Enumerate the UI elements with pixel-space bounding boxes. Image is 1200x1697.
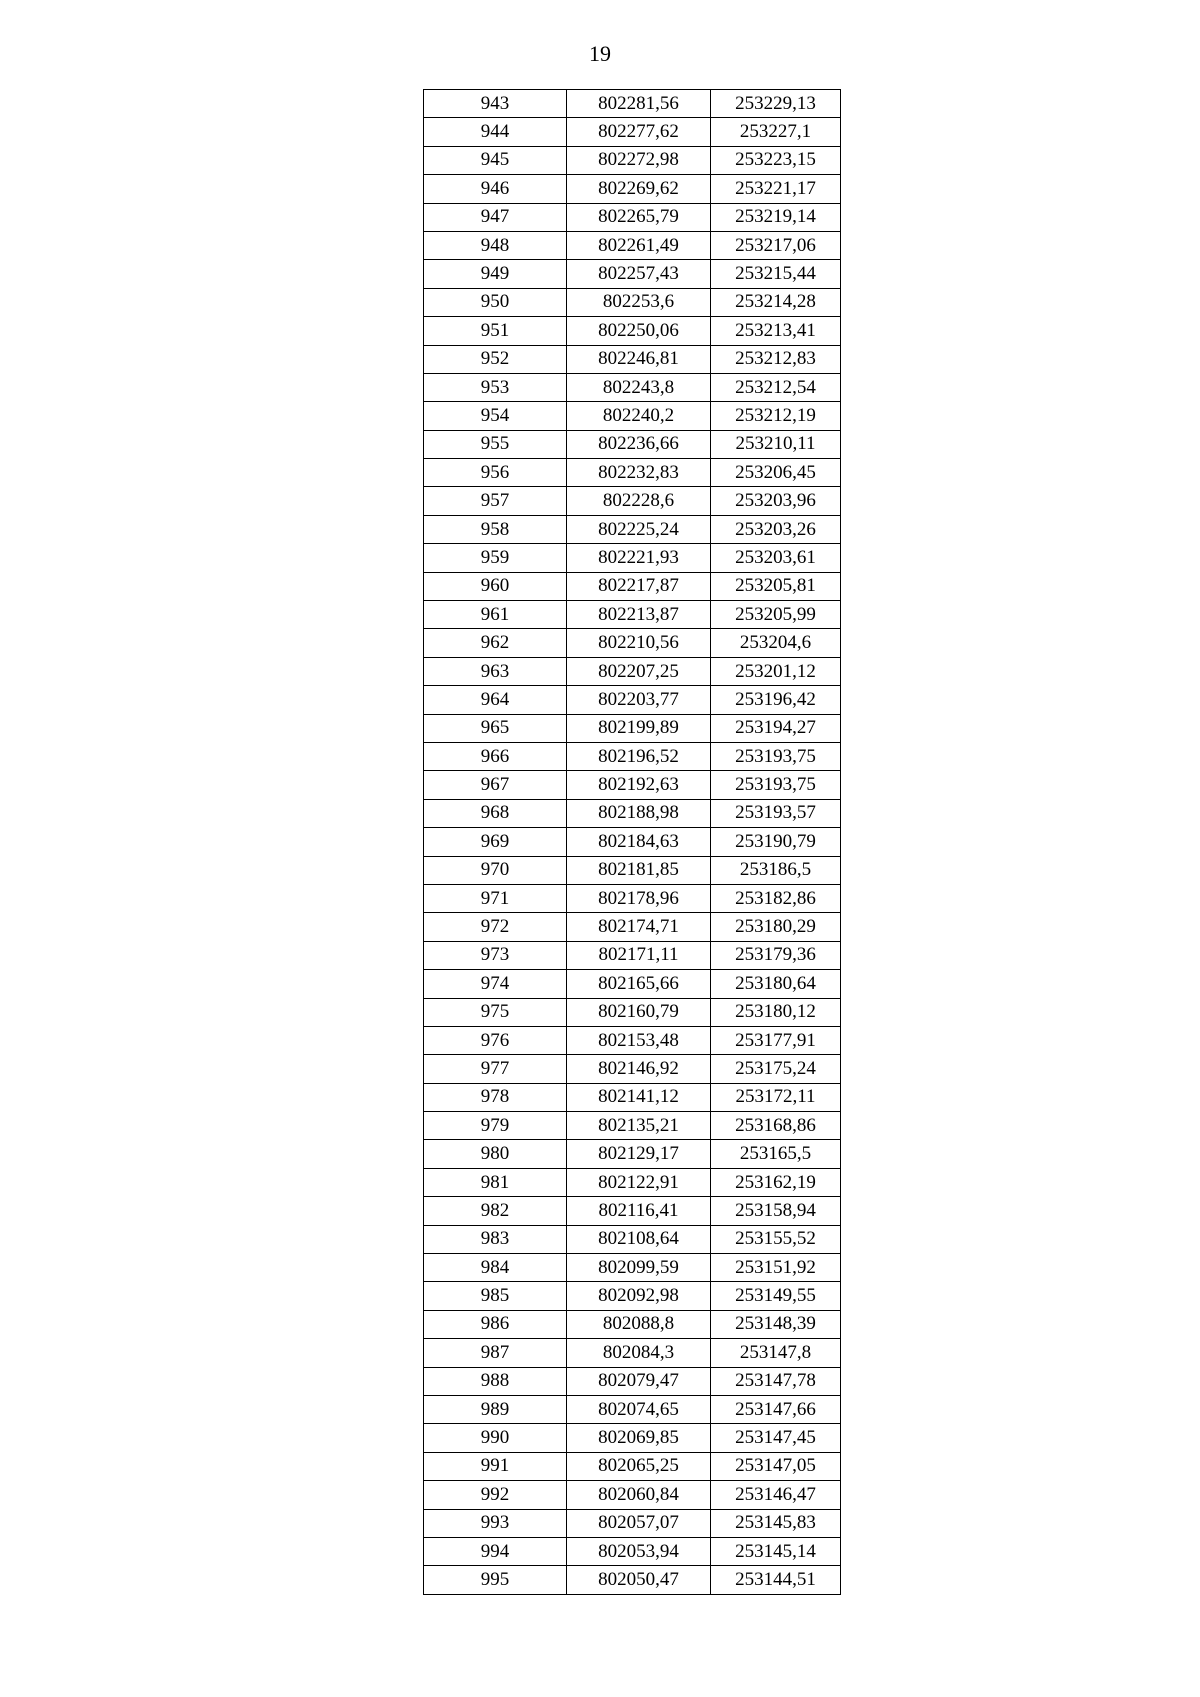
y-coordinate-cell: 253206,45 <box>711 459 841 487</box>
point-number-cell: 964 <box>424 686 567 714</box>
y-coordinate-cell: 253147,78 <box>711 1367 841 1395</box>
point-number-cell: 959 <box>424 544 567 572</box>
x-coordinate-cell: 802060,84 <box>567 1481 711 1509</box>
point-number-cell: 950 <box>424 288 567 316</box>
table-row <box>424 175 841 203</box>
y-coordinate-cell: 253155,52 <box>711 1225 841 1253</box>
point-number-cell: 985 <box>424 1282 567 1310</box>
y-coordinate-cell: 253229,13 <box>711 90 841 118</box>
x-coordinate-cell: 802053,94 <box>567 1537 711 1565</box>
x-coordinate-cell: 802108,64 <box>567 1225 711 1253</box>
y-coordinate-cell: 253144,51 <box>711 1566 841 1594</box>
point-number-cell: 943 <box>424 90 567 118</box>
y-coordinate-cell: 253204,6 <box>711 629 841 657</box>
table-row <box>424 430 841 458</box>
point-number-cell: 953 <box>424 373 567 401</box>
page-number: 19 <box>589 41 611 66</box>
x-coordinate-cell: 802088,8 <box>567 1310 711 1338</box>
table-row <box>424 998 841 1026</box>
x-coordinate-cell: 802141,12 <box>567 1083 711 1111</box>
y-coordinate-cell: 253201,12 <box>711 657 841 685</box>
table-row <box>424 1310 841 1338</box>
x-coordinate-cell: 802181,85 <box>567 856 711 884</box>
x-coordinate-cell: 802257,43 <box>567 260 711 288</box>
x-coordinate-cell: 802207,25 <box>567 657 711 685</box>
y-coordinate-cell: 253193,57 <box>711 799 841 827</box>
table-row <box>424 657 841 685</box>
y-coordinate-cell: 253165,5 <box>711 1140 841 1168</box>
y-coordinate-cell: 253227,1 <box>711 118 841 146</box>
y-coordinate-cell: 253158,94 <box>711 1197 841 1225</box>
table-row <box>424 1339 841 1367</box>
y-coordinate-cell: 253194,27 <box>711 714 841 742</box>
table-row <box>424 1424 841 1452</box>
y-coordinate-cell: 253145,14 <box>711 1537 841 1565</box>
point-number-cell: 969 <box>424 828 567 856</box>
table-row <box>424 487 841 515</box>
table-row <box>424 601 841 629</box>
point-number-cell: 992 <box>424 1481 567 1509</box>
y-coordinate-cell: 253219,14 <box>711 203 841 231</box>
point-number-cell: 989 <box>424 1395 567 1423</box>
x-coordinate-cell: 802178,96 <box>567 884 711 912</box>
table-row <box>424 771 841 799</box>
table-row <box>424 856 841 884</box>
x-coordinate-cell: 802246,81 <box>567 345 711 373</box>
x-coordinate-cell: 802153,48 <box>567 1026 711 1054</box>
x-coordinate-cell: 802069,85 <box>567 1424 711 1452</box>
table-row <box>424 118 841 146</box>
x-coordinate-cell: 802099,59 <box>567 1254 711 1282</box>
point-number-cell: 977 <box>424 1055 567 1083</box>
y-coordinate-cell: 253205,81 <box>711 572 841 600</box>
table-row <box>424 1140 841 1168</box>
table-row <box>424 1537 841 1565</box>
x-coordinate-cell: 802084,3 <box>567 1339 711 1367</box>
point-number-cell: 973 <box>424 941 567 969</box>
point-number-cell: 995 <box>424 1566 567 1594</box>
point-number-cell: 945 <box>424 146 567 174</box>
table-row <box>424 970 841 998</box>
point-number-cell: 961 <box>424 601 567 629</box>
x-coordinate-cell: 802210,56 <box>567 629 711 657</box>
y-coordinate-cell: 253190,79 <box>711 828 841 856</box>
y-coordinate-cell: 253148,39 <box>711 1310 841 1338</box>
point-number-cell: 980 <box>424 1140 567 1168</box>
table-row <box>424 317 841 345</box>
table-row <box>424 1055 841 1083</box>
x-coordinate-cell: 802160,79 <box>567 998 711 1026</box>
point-number-cell: 978 <box>424 1083 567 1111</box>
y-coordinate-cell: 253214,28 <box>711 288 841 316</box>
table-row <box>424 1254 841 1282</box>
point-number-cell: 947 <box>424 203 567 231</box>
x-coordinate-cell: 802228,6 <box>567 487 711 515</box>
table-row <box>424 146 841 174</box>
y-coordinate-cell: 253210,11 <box>711 430 841 458</box>
table-row <box>424 203 841 231</box>
x-coordinate-cell: 802225,24 <box>567 515 711 543</box>
y-coordinate-cell: 253162,19 <box>711 1168 841 1196</box>
y-coordinate-cell: 253205,99 <box>711 601 841 629</box>
table-row <box>424 1225 841 1253</box>
x-coordinate-cell: 802065,25 <box>567 1452 711 1480</box>
table-row <box>424 799 841 827</box>
table-row <box>424 1083 841 1111</box>
x-coordinate-cell: 802135,21 <box>567 1112 711 1140</box>
x-coordinate-cell: 802192,63 <box>567 771 711 799</box>
point-number-cell: 971 <box>424 884 567 912</box>
x-coordinate-cell: 802253,6 <box>567 288 711 316</box>
point-number-cell: 972 <box>424 913 567 941</box>
x-coordinate-cell: 802281,56 <box>567 90 711 118</box>
y-coordinate-cell: 253221,17 <box>711 175 841 203</box>
x-coordinate-cell: 802272,98 <box>567 146 711 174</box>
y-coordinate-cell: 253215,44 <box>711 260 841 288</box>
y-coordinate-cell: 253193,75 <box>711 742 841 770</box>
point-number-cell: 990 <box>424 1424 567 1452</box>
point-number-cell: 958 <box>424 515 567 543</box>
point-number-cell: 982 <box>424 1197 567 1225</box>
table-row <box>424 373 841 401</box>
y-coordinate-cell: 253147,05 <box>711 1452 841 1480</box>
x-coordinate-cell: 802213,87 <box>567 601 711 629</box>
table-row <box>424 1197 841 1225</box>
point-number-cell: 983 <box>424 1225 567 1253</box>
point-number-cell: 948 <box>424 231 567 259</box>
x-coordinate-cell: 802269,62 <box>567 175 711 203</box>
x-coordinate-cell: 802146,92 <box>567 1055 711 1083</box>
x-coordinate-cell: 802079,47 <box>567 1367 711 1395</box>
table-row <box>424 288 841 316</box>
x-coordinate-cell: 802221,93 <box>567 544 711 572</box>
point-number-cell: 981 <box>424 1168 567 1196</box>
y-coordinate-cell: 253223,15 <box>711 146 841 174</box>
coordinates-table <box>423 89 841 1595</box>
x-coordinate-cell: 802199,89 <box>567 714 711 742</box>
x-coordinate-cell: 802165,66 <box>567 970 711 998</box>
x-coordinate-cell: 802196,52 <box>567 742 711 770</box>
y-coordinate-cell: 253203,96 <box>711 487 841 515</box>
table-row <box>424 90 841 118</box>
x-coordinate-cell: 802261,49 <box>567 231 711 259</box>
x-coordinate-cell: 802074,65 <box>567 1395 711 1423</box>
y-coordinate-cell: 253147,8 <box>711 1339 841 1367</box>
table-row <box>424 1395 841 1423</box>
y-coordinate-cell: 253145,83 <box>711 1509 841 1537</box>
table-row <box>424 714 841 742</box>
point-number-cell: 988 <box>424 1367 567 1395</box>
x-coordinate-cell: 802277,62 <box>567 118 711 146</box>
point-number-cell: 975 <box>424 998 567 1026</box>
y-coordinate-cell: 253180,29 <box>711 913 841 941</box>
point-number-cell: 976 <box>424 1026 567 1054</box>
y-coordinate-cell: 253212,83 <box>711 345 841 373</box>
y-coordinate-cell: 253179,36 <box>711 941 841 969</box>
table-row <box>424 515 841 543</box>
y-coordinate-cell: 253151,92 <box>711 1254 841 1282</box>
x-coordinate-cell: 802050,47 <box>567 1566 711 1594</box>
y-coordinate-cell: 253217,06 <box>711 231 841 259</box>
x-coordinate-cell: 802243,8 <box>567 373 711 401</box>
x-coordinate-cell: 802240,2 <box>567 402 711 430</box>
y-coordinate-cell: 253193,75 <box>711 771 841 799</box>
y-coordinate-cell: 253177,91 <box>711 1026 841 1054</box>
point-number-cell: 951 <box>424 317 567 345</box>
point-number-cell: 955 <box>424 430 567 458</box>
x-coordinate-cell: 802188,98 <box>567 799 711 827</box>
y-coordinate-cell: 253146,47 <box>711 1481 841 1509</box>
x-coordinate-cell: 802116,41 <box>567 1197 711 1225</box>
point-number-cell: 994 <box>424 1537 567 1565</box>
table-row <box>424 402 841 430</box>
y-coordinate-cell: 253213,41 <box>711 317 841 345</box>
x-coordinate-cell: 802174,71 <box>567 913 711 941</box>
table-row <box>424 1026 841 1054</box>
point-number-cell: 963 <box>424 657 567 685</box>
y-coordinate-cell: 253203,61 <box>711 544 841 572</box>
y-coordinate-cell: 253175,24 <box>711 1055 841 1083</box>
y-coordinate-cell: 253203,26 <box>711 515 841 543</box>
table-row <box>424 345 841 373</box>
point-number-cell: 956 <box>424 459 567 487</box>
table-row <box>424 1452 841 1480</box>
table-row <box>424 884 841 912</box>
y-coordinate-cell: 253172,11 <box>711 1083 841 1111</box>
table-row <box>424 1112 841 1140</box>
table-row <box>424 941 841 969</box>
table-row <box>424 459 841 487</box>
table-row <box>424 1168 841 1196</box>
x-coordinate-cell: 802057,07 <box>567 1509 711 1537</box>
point-number-cell: 967 <box>424 771 567 799</box>
table-body <box>424 90 841 1595</box>
y-coordinate-cell: 253186,5 <box>711 856 841 884</box>
x-coordinate-cell: 802184,63 <box>567 828 711 856</box>
point-number-cell: 984 <box>424 1254 567 1282</box>
table-row <box>424 828 841 856</box>
table-row <box>424 913 841 941</box>
table-row <box>424 1367 841 1395</box>
table-row <box>424 231 841 259</box>
y-coordinate-cell: 253212,54 <box>711 373 841 401</box>
x-coordinate-cell: 802236,66 <box>567 430 711 458</box>
x-coordinate-cell: 802171,11 <box>567 941 711 969</box>
table-row <box>424 1481 841 1509</box>
y-coordinate-cell: 253180,64 <box>711 970 841 998</box>
point-number-cell: 970 <box>424 856 567 884</box>
table-row <box>424 629 841 657</box>
point-number-cell: 944 <box>424 118 567 146</box>
y-coordinate-cell: 253147,45 <box>711 1424 841 1452</box>
table-row <box>424 1509 841 1537</box>
point-number-cell: 946 <box>424 175 567 203</box>
point-number-cell: 952 <box>424 345 567 373</box>
y-coordinate-cell: 253180,12 <box>711 998 841 1026</box>
point-number-cell: 954 <box>424 402 567 430</box>
y-coordinate-cell: 253212,19 <box>711 402 841 430</box>
x-coordinate-cell: 802232,83 <box>567 459 711 487</box>
y-coordinate-cell: 253196,42 <box>711 686 841 714</box>
x-coordinate-cell: 802129,17 <box>567 1140 711 1168</box>
y-coordinate-cell: 253147,66 <box>711 1395 841 1423</box>
y-coordinate-cell: 253168,86 <box>711 1112 841 1140</box>
point-number-cell: 960 <box>424 572 567 600</box>
point-number-cell: 957 <box>424 487 567 515</box>
x-coordinate-cell: 802203,77 <box>567 686 711 714</box>
table-row <box>424 1566 841 1594</box>
point-number-cell: 974 <box>424 970 567 998</box>
point-number-cell: 993 <box>424 1509 567 1537</box>
point-number-cell: 949 <box>424 260 567 288</box>
point-number-cell: 962 <box>424 629 567 657</box>
point-number-cell: 968 <box>424 799 567 827</box>
point-number-cell: 991 <box>424 1452 567 1480</box>
table-row <box>424 686 841 714</box>
x-coordinate-cell: 802265,79 <box>567 203 711 231</box>
y-coordinate-cell: 253149,55 <box>711 1282 841 1310</box>
point-number-cell: 986 <box>424 1310 567 1338</box>
point-number-cell: 965 <box>424 714 567 742</box>
point-number-cell: 979 <box>424 1112 567 1140</box>
point-number-cell: 987 <box>424 1339 567 1367</box>
x-coordinate-cell: 802122,91 <box>567 1168 711 1196</box>
x-coordinate-cell: 802250,06 <box>567 317 711 345</box>
table-row <box>424 572 841 600</box>
x-coordinate-cell: 802092,98 <box>567 1282 711 1310</box>
table-row <box>424 544 841 572</box>
table-row <box>424 260 841 288</box>
table-row <box>424 1282 841 1310</box>
y-coordinate-cell: 253182,86 <box>711 884 841 912</box>
x-coordinate-cell: 802217,87 <box>567 572 711 600</box>
table-row <box>424 742 841 770</box>
point-number-cell: 966 <box>424 742 567 770</box>
